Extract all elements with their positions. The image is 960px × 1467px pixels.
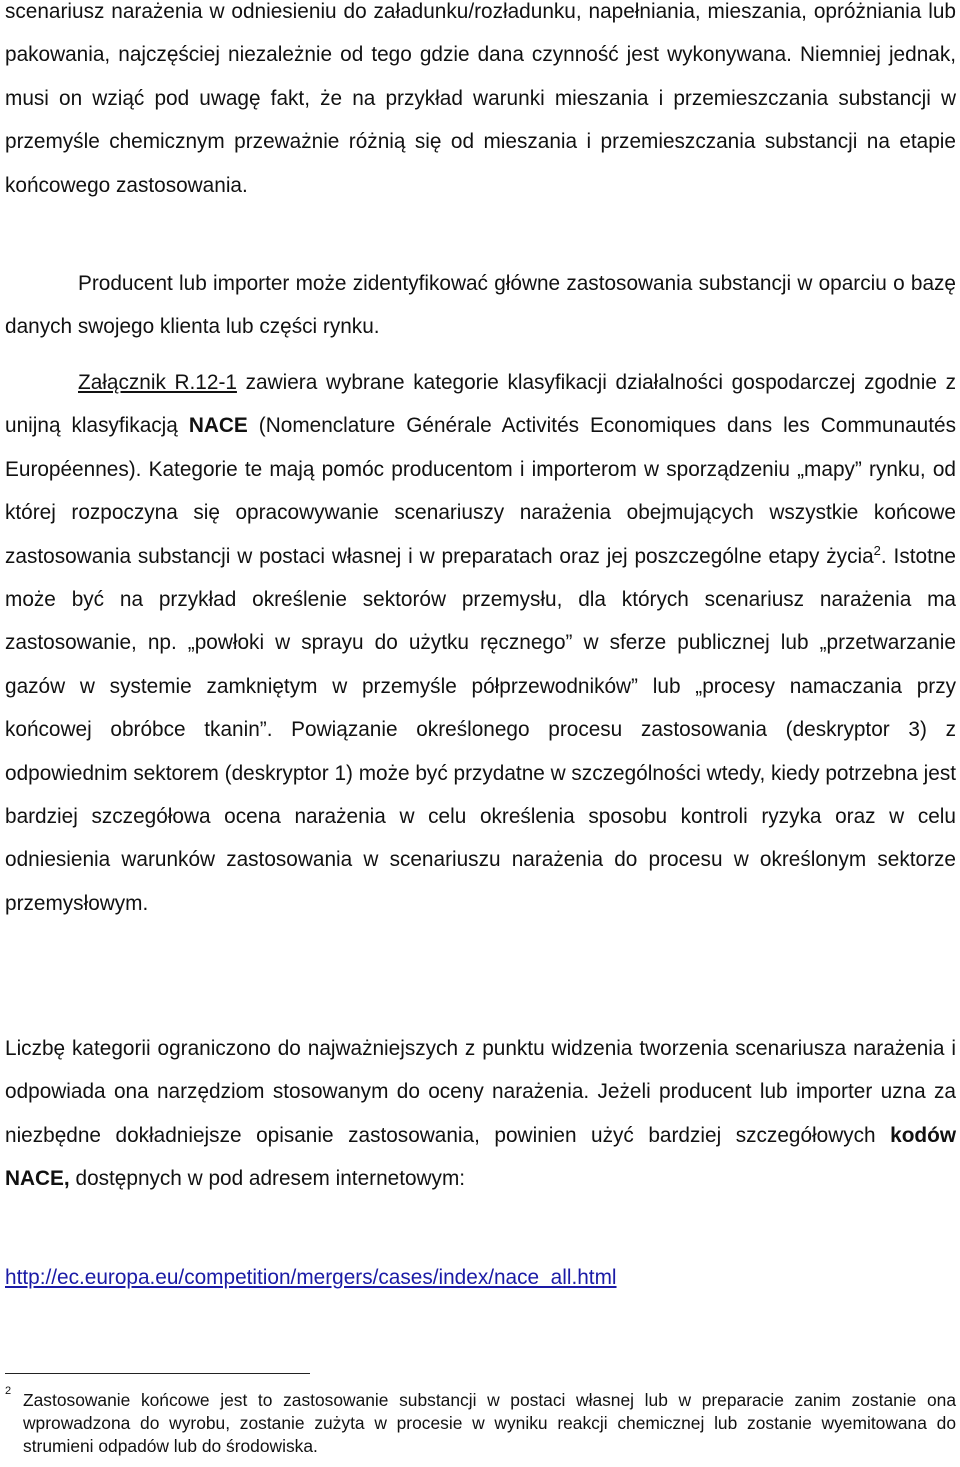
nace-link-line (5, 1256, 617, 1299)
annex-reference: Załącznik R.12-1 (78, 371, 237, 394)
footnote-divider (5, 1373, 310, 1374)
nace-term: NACE (188, 414, 248, 438)
footnote-reference[interactable]: 2 (873, 542, 881, 558)
paragraph-identify-uses (5, 262, 956, 349)
nace-url-link[interactable]: http://ec.europa.eu/competition/mergers/cases/index/nace_all.html (5, 1266, 617, 1289)
paragraph-text: scenariusz narażenia w odniesieniu do załadunku/rozładunku, napełniania, mieszania, opróżniania lub pakowania, najczęściej niezależnie od tego gdzie dana czynność jest wykonywana. Niemniej jednak, musi on wziąć pod uwagę fakt, że na przykład warunki mieszania i przemieszczania substancji w przemyśle chemicznym przeważnie różnią się od mieszania i przemieszczania substancji na etapie końcowego zastosowania. (5, 0, 956, 197)
footnote-mark: 2 (5, 1385, 12, 1397)
footnote (5, 1385, 956, 1458)
paragraph-categories: Liczbę kategorii ograniczono do najważniejszych z punktu widzenia tworzenia scenariusza narażenia i odpowiada ona narzędziom stosowanym do oceny narażenia. Jeżeli producent lub importer uzna za niezbędne dokładniejsze opisanie zastosowania, powinien użyć bardziej szczegółowych kodów NACE, dostępnych w pod adresem internetowym: (5, 1037, 956, 1191)
footnote-text: Zastosowanie końcowe jest to zastosowanie substancji w postaci własnej lub w preparacie zanim zostanie ona wprowadzona do wyrobu, zostanie zużyta w procesie w wyniku reakcji chemicznej lub zostanie wyemitowana do strumieni odpadów lub do środowiska. (23, 1390, 956, 1456)
paragraph-nace-annex: Załącznik R.12-1 zawiera wybrane kategorie klasyfikacji działalności gospodarczej zgodnie z unijną klasyfikacją NACE (Nomenclature Générale Activités Economiques dans les Communautés Européennes). Kategorie te mają pomóc producentom i importerom w sporządzeniu „mapy” rynku, od której rozpoczyna się opracowywanie scenariuszy narażenia obejmujących wszystkie końcowe zastosowania substancji w postaci własnej i w preparatach oraz jej poszczególne etapy życia$^2$. Istotne może być na przykład określenie sektorów przemysłu, dla których scenariusz narażenia ma zastosowanie, np. „powłoki w sprayu do użytku ręcznego” w sferze publicznej lub „przetwarzanie gazów w systemie zamkniętym w przemyśle półprzewodników” lub „procesy namaczania przy końcowej obróbce tkanin”. Powiązanie określonego procesu zastosowania (deskryptor 3) z odpowiednim sektorem (deskryptor 1) może być przydatne w szczególności wtedy, kiedy potrzebna jest bardziej szczegółowa ocena narażenia w celu określenia sposobu kontroli ryzyka oraz w celu odniesienia warunków zastosowania w scenariuszu narażenia do procesu w określonym sektorze przemysłowym. (5, 371, 956, 915)
paragraph-exposure-scenario (5, 0, 956, 207)
paragraph-text: Producent lub importer może zidentyfikować główne zastosowania substancji w oparciu o bazę danych swojego klienta lub części rynku. (5, 272, 956, 339)
nace-codes-term: kodów NACE, (5, 1123, 956, 1191)
